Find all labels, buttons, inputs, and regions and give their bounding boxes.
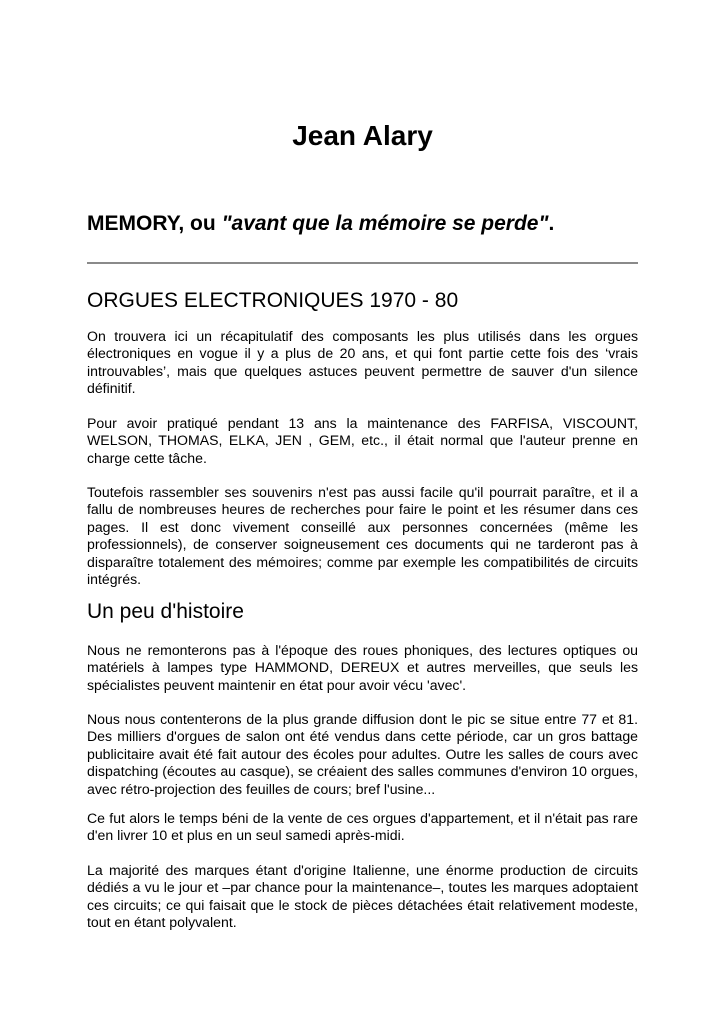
horizontal-rule — [87, 262, 638, 264]
paragraph: La majorité des marques étant d'origine Italienne, une énorme production de circuits dédiés a vu le jour et –par chance pour la maintenance–, toutes les marques adoptaient ces circuits; ce qui faisait que le stock de pièces détachées était relativement modeste, tout en étant polyvalent. — [87, 862, 638, 931]
subtitle-end: . — [548, 212, 555, 235]
section-heading-orgues: ORGUES ELECTRONIQUES 1970 - 80 — [87, 289, 459, 312]
document-title: Jean Alary — [292, 120, 433, 151]
paragraph: Toutefois rassembler ses souvenirs n'est pas aussi facile qu'il pourrait paraître, et il a fallu de nombreuses heures de recherches pour faire le point et les résumer dans ces pages. Il est donc vivement conseillé aux personnes concernées (même les professionnels), de conserver soigneusement ces documents qui ne tarderont pas à disparaître totalement des mémoires; comme par exemple les compatibilités de circuits intégrés. — [87, 484, 638, 588]
paragraph: Pour avoir pratiqué pendant 13 ans la maintenance des FARFISA, VISCOUNT, WELSON, THOMAS, ELKA, JEN , GEM, etc., il était normal que l'auteur prenne en charge cette tâche. — [87, 415, 638, 466]
subtitle-quote: "avant que la mémoire se perde" — [221, 212, 549, 235]
section-heading-histoire: Un peu d'histoire — [87, 600, 244, 623]
subtitle-lead: MEMORY, ou — [87, 212, 222, 235]
paragraph: Ce fut alors le temps béni de la vente de ces orgues d'appartement, et il n'était pas rare d'en livrer 10 et plus en un seul samedi après-midi. — [87, 810, 638, 844]
document-subtitle — [87, 210, 638, 238]
paragraph: On trouvera ici un récapitulatif des composants les plus utilisés dans les orgues électroniques en vogue il y a plus de 20 ans, et qui font partie cette fois des ‘vrais introuvables’, mais que quelques astuces peuvent permettre de sauver d'un silence définitif. — [87, 328, 638, 397]
paragraph: Nous nous contenterons de la plus grande diffusion dont le pic se situe entre 77 et 81. Des milliers d'orgues de salon ont été vendus dans cette période, car un gros battage publicitaire avait été fait autour des écoles pour adultes. Outre les salles de cours avec dispatching (écoutes au casque), se créaient des salles communes d'environ 10 orgues, avec rétro-projection des feuilles de cours; bref l'usine... — [87, 711, 638, 797]
paragraph: Nous ne remonterons pas à l'époque des roues phoniques, des lectures optiques ou matériels à lampes type HAMMOND, DEREUX et autres merveilles, que seuls les spécialistes peuvent maintenir en état pour avoir vécu 'avec'. — [87, 642, 638, 693]
